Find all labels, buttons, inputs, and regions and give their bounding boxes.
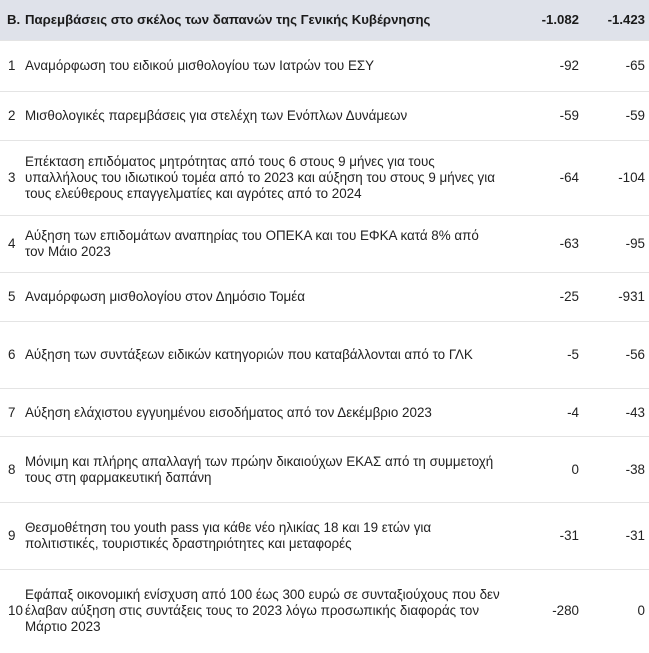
row-description: Θεσμοθέτηση του youth pass για κάθε νέο ηλικίας 18 και 19 ετών για πολιτιστικές, τουριστικές δραστηριότητες και μεταφορές	[22, 503, 506, 570]
row-value-2: 0	[637, 603, 645, 618]
row-description: Αναμόρφωση του ειδικού μισθολογίου των Ιατρών του ΕΣΥ	[22, 41, 506, 92]
header-title: Παρεμβάσεις στο σκέλος των δαπανών της Γενικής Κυβέρνησης	[22, 0, 506, 41]
table-row	[0, 570, 649, 653]
header-value-2: -1.423	[583, 0, 649, 41]
row-description: Εφάπαξ οικονομική ενίσχυση από 100 έως 300 ευρώ σε συνταξιούχους που δεν έλαβαν αύξηση στις συντάξεις τους το 2023 λόγω προσωπικής διαφοράς τον Μάρτιο 2023	[25, 587, 500, 634]
row-description: Μισθολογικές παρεμβάσεις για στελέχη των Ενόπλων Δυνάμεων	[22, 92, 506, 141]
table-row	[0, 41, 649, 92]
row-number: 3	[0, 141, 22, 216]
row-description: Αύξηση των επιδομάτων αναπηρίας του ΟΠΕΚΑ και του ΕΦΚΑ κατά 8% από τον Μάιο 2023	[22, 216, 506, 273]
row-value-2: -59	[583, 92, 649, 141]
row-description: Μόνιμη και πλήρης απαλλαγή των πρώην δικαιούχων ΕΚΑΣ από τη συμμετοχή τους στη φαρμακευτική δαπάνη	[22, 437, 506, 503]
row-description: Αναμόρφωση μισθολογίου στον Δημόσιο Τομέα	[22, 273, 506, 322]
row-value-2: -104	[583, 141, 649, 216]
table-row	[0, 273, 649, 322]
row-value-1: -25	[506, 273, 583, 322]
row-value-2: -31	[583, 503, 649, 570]
row-value-2: -56	[583, 322, 649, 389]
row-number: 6	[0, 322, 22, 389]
row-description: Αύξηση των συντάξεων ειδικών κατηγοριών που καταβάλλονται από το ΓΛΚ	[22, 322, 506, 389]
row-value-1: -63	[506, 216, 583, 273]
header-code: Β.	[0, 0, 22, 41]
row-value-1: 0	[506, 437, 583, 503]
row-description: Αύξηση ελάχιστου εγγυημένου εισοδήματος από τον Δεκέμβριο 2023	[22, 389, 506, 437]
row-number: 2	[0, 92, 22, 141]
row-value-2: -931	[583, 273, 649, 322]
row-value-1: -59	[506, 92, 583, 141]
row-value-1: -64	[506, 141, 583, 216]
row-value-2: -43	[583, 389, 649, 437]
table-row	[0, 322, 649, 389]
row-value-1: -4	[506, 389, 583, 437]
row-description: Επέκταση επιδόματος μητρότητας από τους 6 στους 9 μήνες για τους υπαλλήλους του ιδιωτικού τομέα από το 2023 και αύξηση του στους 9 μήνες για τους ελεύθερους επαγγελματίες και αγρότες από το 2024	[22, 141, 506, 216]
row-number: 7	[0, 389, 22, 437]
row-value-1: -92	[506, 41, 583, 92]
table-row	[0, 503, 649, 570]
table-row	[0, 141, 649, 216]
table-row	[0, 92, 649, 141]
row-value-1: -280	[552, 603, 579, 618]
row-value-1: -31	[506, 503, 583, 570]
table-header-row	[0, 0, 649, 41]
row-number: 10	[8, 603, 23, 618]
row-value-2: -38	[583, 437, 649, 503]
header-value-1: -1.082	[506, 0, 583, 41]
row-value-1: -5	[506, 322, 583, 389]
row-value-2: -95	[583, 216, 649, 273]
row-number: 1	[0, 41, 22, 92]
row-number: 9	[0, 503, 22, 570]
row-value-2: -65	[583, 41, 649, 92]
row-number: 5	[0, 273, 22, 322]
row-number: 8	[0, 437, 22, 503]
table-row	[0, 389, 649, 437]
table-row	[0, 216, 649, 273]
table-row	[0, 437, 649, 503]
row-number: 4	[0, 216, 22, 273]
